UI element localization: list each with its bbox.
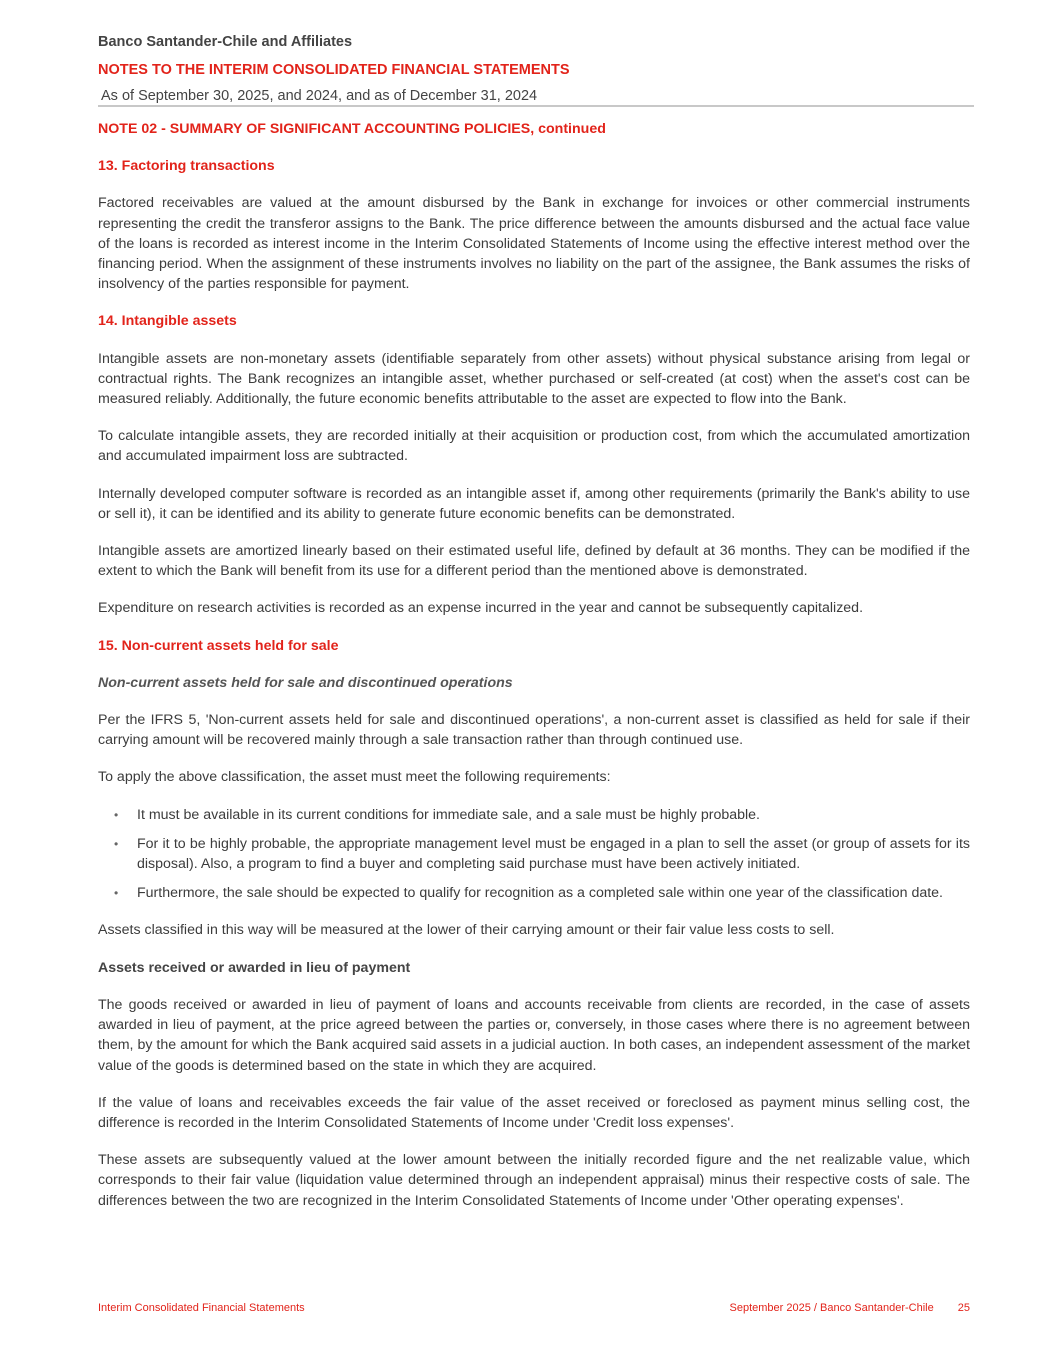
- footer-period: September 2025 / Banco Santander-Chile: [729, 1302, 934, 1314]
- subsection-title: Non-current assets held for sale and discontinued operations: [98, 674, 513, 691]
- list-item-text: It must be available in its current conditions for immediate sale, and a sale must be highly probable.: [137, 806, 761, 823]
- paragraph: The goods received or awarded in lieu of payment of loans and accounts receivable from clients are recorded, in the case of assets awarded in lieu of payment, at the price agreed between the parties or, conversely, in those cases where there is no agreement between them, by the amount for which the Bank acquired said assets in a judicial auction. In both cases, an independent assessment of the market value of the goods is determined based on the state in which they are acquired.: [98, 996, 970, 1074]
- list-item-text: Furthermore, the sale should be expected to qualify for recognition as a completed sale within one year of the classification date.: [137, 885, 943, 902]
- paragraph: Internally developed computer software is recorded as an intangible asset if, among other requirements (primarily the Bank's ability to use or sell it), it can be identified and its ability to generate future economic benefits can be demonstrated.: [98, 485, 970, 522]
- section-title-intangible: 14. Intangible assets: [98, 313, 237, 330]
- footer-right: [730, 1302, 971, 1314]
- subsection-title: Assets received or awarded in lieu of payment: [98, 959, 411, 976]
- paragraph: Expenditure on research activities is recorded as an expense incurred in the year and cannot be subsequently capitalized.: [98, 600, 864, 617]
- list-item-text: For it to be highly probable, the appropriate management level must be engaged in a plan to sell the asset (or group of assets for its disposal). Also, a program to find a buyer and completing said purchase must have been actively initiated.: [137, 835, 970, 873]
- paragraph: Factored receivables are valued at the amount disbursed by the Bank in exchange for invoices or other commercial instruments representing the credit the transferor assigns to the Bank. The price difference between the amounts disbursed and the actual face value of the loans is recorded as interest income in the Interim Consolidated Statements of Income using the effective interest method over the financing period. When the assignment of these instruments involves no liability on the part of the assignee, the Bank assumes the risks of insolvency of the parties responsible for payment.: [98, 195, 970, 293]
- list-item: [98, 883, 970, 903]
- paragraph: If the value of loans and receivables exceeds the fair value of the asset received or foreclosed as payment minus selling cost, the difference is recorded in the Interim Consolidated Statements of Income under 'Credit loss expenses'.: [98, 1094, 970, 1131]
- paragraph: Per the IFRS 5, 'Non-current assets held for sale and discontinued operations', a non-current asset is classified as held for sale if their carrying amount will be recovered mainly through a sale transaction rather than through continued use.: [98, 712, 970, 749]
- paragraph: Intangible assets are non-monetary assets (identifiable separately from other assets) without physical substance arising from legal or contractual rights. The Bank recognizes an intangible asset, whether purchased or self-created (at cost) when the asset's cost can be measured reliably. Additionally, the future economic benefits attributable to the asset are expected to flow into the Bank.: [98, 350, 970, 408]
- header-company: Banco Santander-Chile and Affiliates: [98, 34, 353, 50]
- header-title: NOTES TO THE INTERIM CONSOLIDATED FINANCIAL STATEMENTS: [98, 62, 570, 78]
- page-number: 25: [957, 1302, 970, 1314]
- page-content: [98, 119, 970, 1228]
- bullet-icon: •: [114, 807, 119, 822]
- bullet-icon: •: [114, 836, 119, 851]
- paragraph: To apply the above classification, the asset must meet the following requirements:: [98, 769, 611, 786]
- section-title-factoring: 13. Factoring transactions: [98, 158, 275, 175]
- bullet-icon: •: [114, 886, 119, 901]
- section-title-noncurrent: 15. Non-current assets held for sale: [98, 637, 339, 654]
- paragraph: To calculate intangible assets, they are recorded initially at their acquisition or production cost, from which the accumulated amortization and accumulated impairment loss are subtracted.: [98, 428, 970, 465]
- note-title: NOTE 02 - SUMMARY OF SIGNIFICANT ACCOUNTING POLICIES, continued: [98, 121, 606, 137]
- paragraph: These assets are subsequently valued at the lower amount between the initially recorded figure and the net realizable value, which corresponds to their fair value (liquidation value determined through an independent appraisal) minus their respective costs of sale. The differences between the two are recognized in the Interim Consolidated Statements of Income under 'Other operating expenses'.: [98, 1152, 970, 1209]
- requirements-list: [98, 805, 970, 904]
- header-date-line: As of September 30, 2025, and 2024, and as of December 31, 2024: [101, 88, 538, 104]
- list-item: [98, 805, 970, 825]
- list-item: [98, 834, 970, 874]
- paragraph: Assets classified in this way will be measured at the lower of their carrying amount or their fair value less costs to sell.: [98, 922, 835, 939]
- paragraph: Intangible assets are amortized linearly based on their estimated useful life, defined by default at 36 months. They can be modified if the extent to which the Bank will benefit from its use for a different period than the mentioned above is demonstrated.: [98, 543, 970, 580]
- footer-document-title: Interim Consolidated Financial Statements: [98, 1302, 305, 1314]
- header-divider: [98, 105, 974, 107]
